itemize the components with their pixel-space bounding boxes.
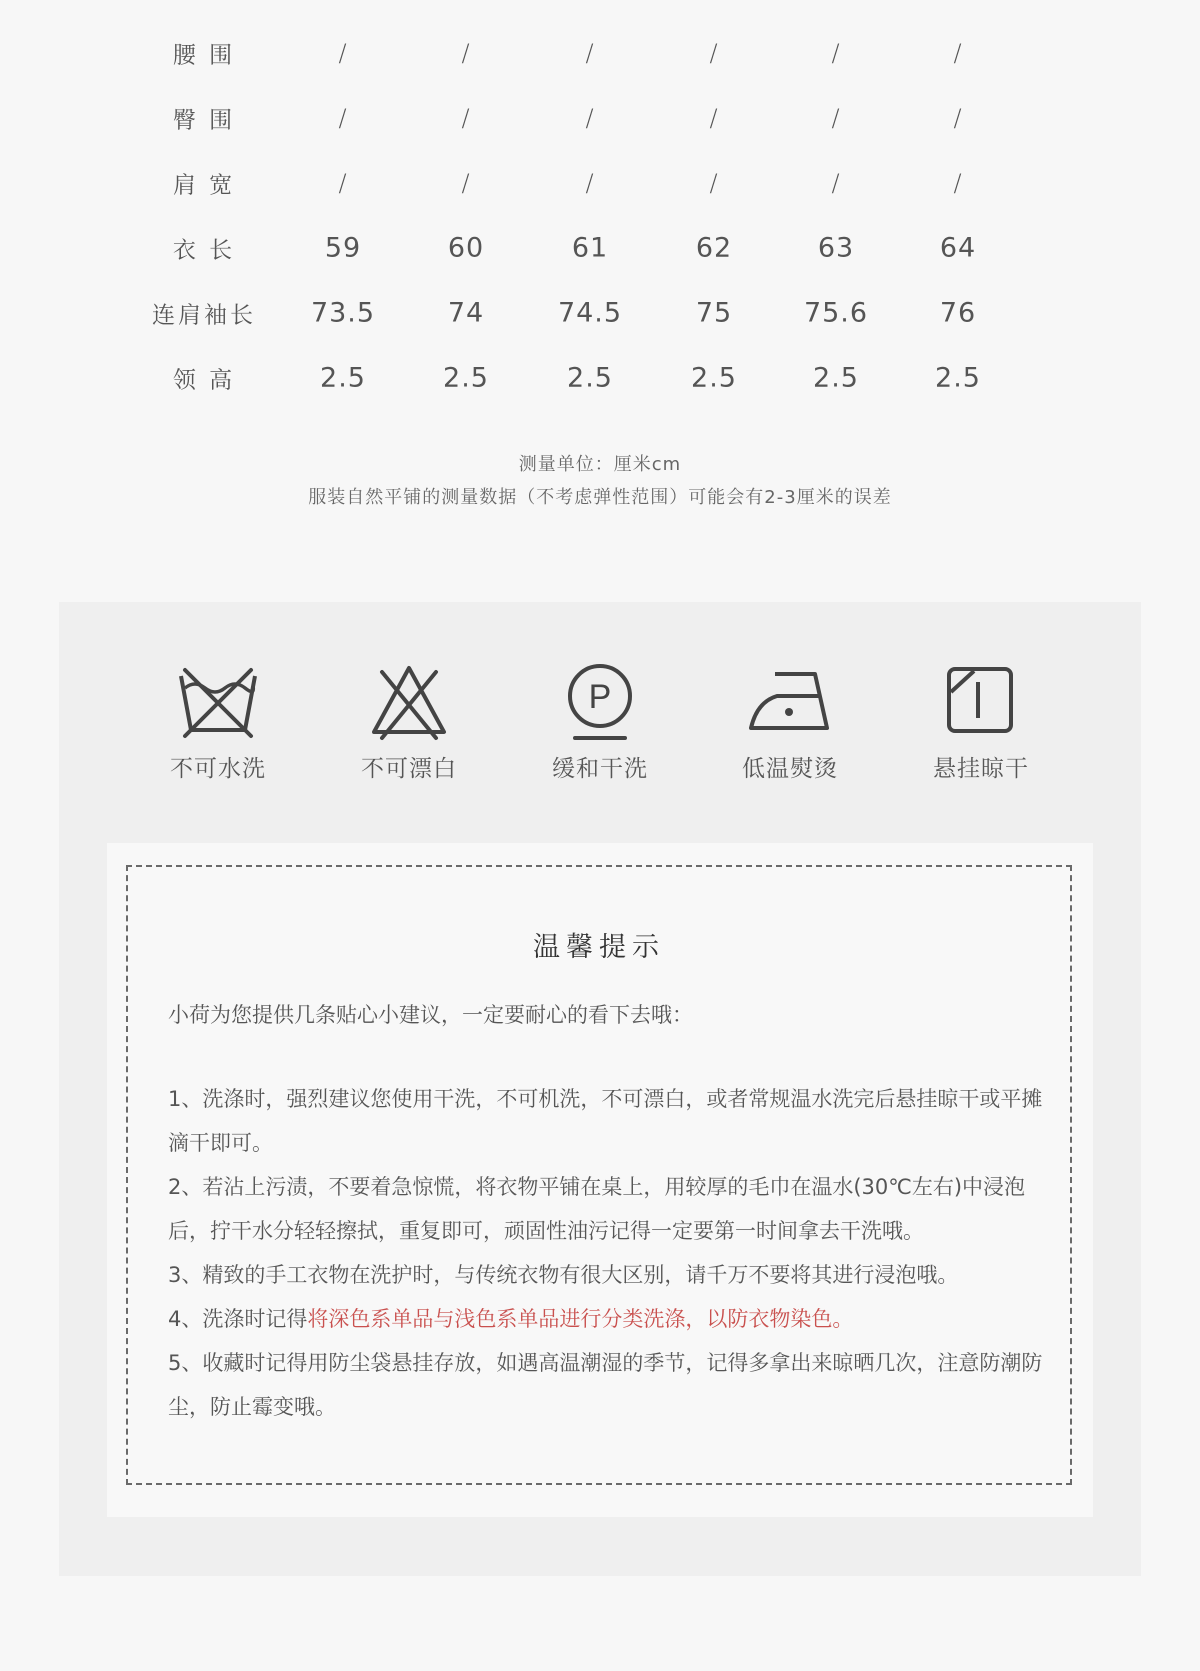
- table-cell: /: [585, 38, 595, 67]
- tip-item-4-prefix: 4、洗涤时记得: [168, 1307, 308, 1331]
- table-cell: 74: [447, 297, 485, 328]
- care-item-no-bleach: [319, 662, 499, 783]
- tip-item-1: 1、洗涤时，强烈建议您使用干洗，不可机洗，不可漂白，或者常规温水洗完后悬挂晾干或平摊滴干即可。: [168, 1087, 1043, 1155]
- tips-intro: 小荷为您提供几条贴心小建议，一定要耐心的看下去哦：: [168, 1003, 693, 1027]
- table-cell: 2.5: [567, 362, 613, 393]
- table-cell: /: [709, 103, 719, 132]
- table-cell: 74.5: [557, 297, 623, 328]
- table-cell: 76: [939, 297, 977, 328]
- table-cell: 59: [324, 232, 362, 263]
- table-cell: /: [461, 168, 471, 197]
- table-cell: /: [831, 38, 841, 67]
- care-label: 低温熨烫: [742, 756, 838, 782]
- table-cell: 62: [695, 232, 733, 263]
- size-row-sleeve: [0, 280, 1200, 345]
- size-row-collar: [0, 345, 1200, 410]
- care-icons: [59, 662, 1141, 792]
- row-label: 腰 围: [172, 42, 236, 68]
- table-cell: 61: [571, 232, 609, 263]
- table-cell: 73.5: [310, 297, 376, 328]
- low-temp-iron-icon: [745, 662, 835, 742]
- table-cell: 2.5: [443, 362, 489, 393]
- hang-dry-icon: [936, 662, 1026, 742]
- tip-item-5: 5、收藏时记得用防尘袋悬挂存放，如遇高温潮湿的季节，记得多拿出来晾晒几次，注意防潮防尘，防止霉变哦。: [168, 1351, 1043, 1419]
- svg-text:P: P: [588, 678, 612, 716]
- tips-card: [107, 843, 1093, 1517]
- care-label: 缓和干洗: [552, 756, 648, 782]
- table-cell: 2.5: [935, 362, 981, 393]
- row-label: 臀 围: [172, 107, 236, 133]
- table-cell: 75: [695, 297, 733, 328]
- size-row-length: [0, 215, 1200, 280]
- table-cell: 63: [817, 232, 855, 263]
- row-label: 连肩袖长: [152, 302, 256, 328]
- tip-item-4: [168, 1297, 1048, 1341]
- gentle-dry-clean-icon: [555, 662, 645, 742]
- size-row-hip: [0, 85, 1200, 150]
- care-item-no-wash: [128, 662, 308, 783]
- size-row-shoulder: [0, 150, 1200, 215]
- row-label: 领 高: [172, 367, 236, 393]
- care-item-iron: [700, 662, 880, 783]
- tip-item-3: 3、精致的手工衣物在洗护时，与传统衣物有很大区别，请千万不要将其进行浸泡哦。: [168, 1263, 959, 1287]
- size-row-waist: [0, 20, 1200, 85]
- error-note: 服装自然平铺的测量数据（不考虑弹性范围）可能会有2-3厘米的误差: [308, 487, 892, 508]
- table-cell: /: [338, 38, 348, 67]
- table-cell: /: [953, 103, 963, 132]
- care-label: 不可漂白: [361, 756, 457, 782]
- row-label: 衣 长: [172, 237, 236, 263]
- table-cell: 2.5: [813, 362, 859, 393]
- table-cell: /: [709, 38, 719, 67]
- care-panel: [59, 602, 1141, 1576]
- tip-item-2: 2、若沾上污渍，不要着急惊慌，将衣物平铺在桌上，用较厚的毛巾在温水(30℃左右)中浸泡后，拧干水分轻轻擦拭，重复即可，顽固性油污记得一定要第一时间拿去干洗哦。: [168, 1175, 1026, 1243]
- table-cell: 2.5: [691, 362, 737, 393]
- table-cell: 60: [447, 232, 485, 263]
- table-cell: /: [338, 168, 348, 197]
- table-cell: /: [831, 103, 841, 132]
- table-cell: /: [461, 38, 471, 67]
- size-table: [0, 20, 1200, 410]
- no-bleach-icon: [364, 662, 454, 742]
- table-cell: /: [953, 38, 963, 67]
- table-cell: /: [461, 103, 471, 132]
- care-label: 悬挂晾干: [933, 756, 1029, 782]
- tips-list: [168, 1077, 1048, 1429]
- table-cell: /: [338, 103, 348, 132]
- care-item-dry-clean: [510, 662, 690, 783]
- table-cell: /: [585, 103, 595, 132]
- table-cell: 2.5: [320, 362, 366, 393]
- table-cell: 75.6: [803, 297, 869, 328]
- row-label: 肩 宽: [172, 172, 236, 198]
- tips-title: 温馨提示: [533, 932, 665, 963]
- table-cell: /: [585, 168, 595, 197]
- no-wash-icon: [173, 662, 263, 742]
- tip-item-4-highlight: 将深色系单品与浅色系单品进行分类洗涤，以防衣物染色。: [307, 1307, 854, 1331]
- table-cell: /: [831, 168, 841, 197]
- table-cell: /: [709, 168, 719, 197]
- care-item-hang-dry: [891, 662, 1071, 783]
- tips-dashed-frame: [126, 865, 1072, 1485]
- table-cell: 64: [939, 232, 977, 263]
- table-cell: /: [953, 168, 963, 197]
- unit-note: 测量单位：厘米cm: [518, 454, 682, 475]
- care-label: 不可水洗: [170, 756, 266, 782]
